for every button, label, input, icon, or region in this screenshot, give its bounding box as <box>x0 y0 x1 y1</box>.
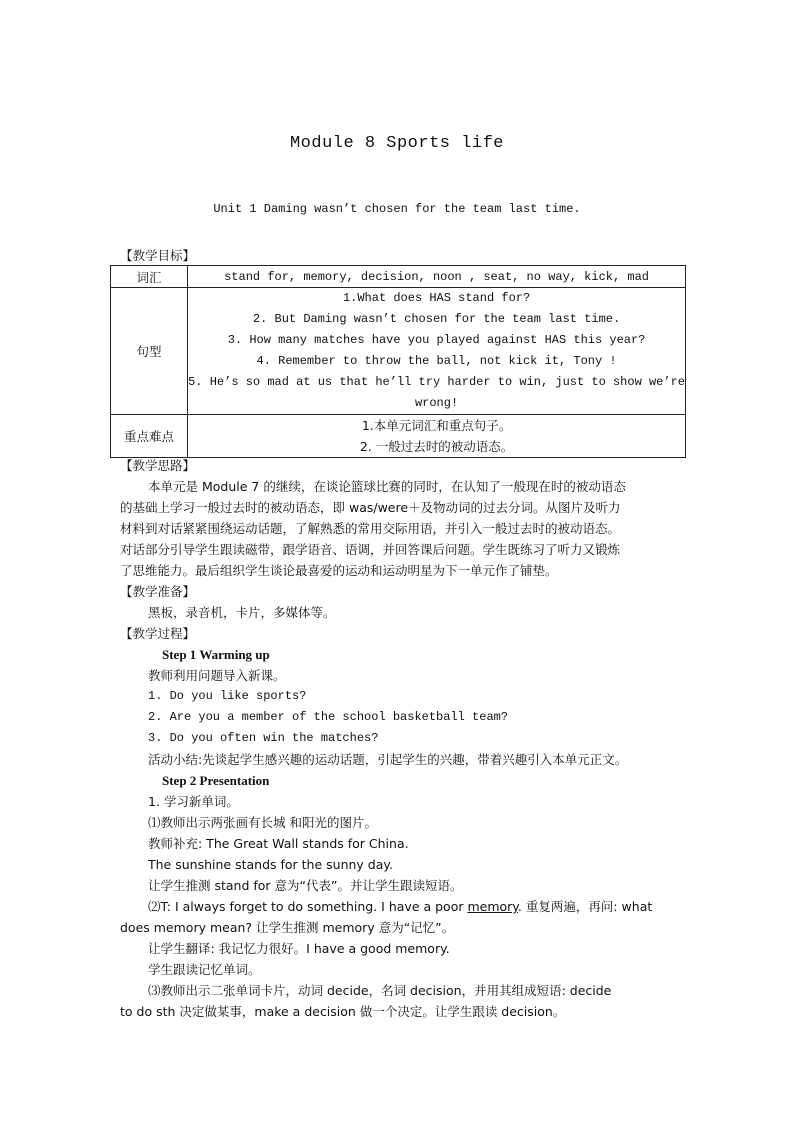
text-span: . 重复两遍，再问: what <box>517 899 653 914</box>
keypoint-item: 2. 一般过去时的被动语态。 <box>359 439 514 454</box>
sentence-cell <box>188 288 686 415</box>
page-title: Module 8 Sports life <box>289 134 505 153</box>
question-item: 3. Do you often win the matches? <box>148 731 379 745</box>
section-heading-process: 【教学过程】 <box>120 626 196 641</box>
paragraph-line: 了思维能力。最后组织学生谈论最喜爱的运动和运动明星为下一单元作了铺垫。 <box>120 563 558 578</box>
paragraph-line: ⑴教师出示两张画有长城 和阳光的图片。 <box>148 815 377 830</box>
paragraph-line: 让学生推测 stand for 意为“代表”。并让学生跟读短语。 <box>148 878 463 893</box>
question-item: 2. Are you a member of the school basketball team? <box>148 710 509 724</box>
sentence-item: 2. But Daming wasn’t chosen for the team last time. <box>252 312 621 326</box>
paragraph-line <box>148 896 708 917</box>
teaching-goals-table <box>110 265 686 458</box>
paragraph-line: 的基础上学习一般过去时的被动语态，即 was/were＋及物动词的过去分词。从图片及听力 <box>120 500 621 515</box>
vocab-label: 词汇 <box>111 266 188 288</box>
table-row <box>111 288 686 415</box>
section-heading-goals: 【教学目标】 <box>120 248 196 263</box>
sentence-label: 句型 <box>111 288 188 415</box>
question-item: 1. Do you like sports? <box>148 689 307 703</box>
keypoint-cell <box>188 415 686 458</box>
vocab-text: stand for, memory, decision, noon , seat, no way, kick, mad <box>188 266 686 288</box>
keypoint-label: 重点难点 <box>111 415 188 458</box>
step-heading: Step 2 Presentation <box>162 773 270 788</box>
paragraph-line: ⑶教师出示二张单词卡片，动词 decide，名词 decision，并用其组成短语: decide <box>148 983 612 998</box>
table-row <box>111 266 686 288</box>
paragraph-line: 1. 学习新单词。 <box>148 794 239 809</box>
sentence-item: 5. He’s so mad at us that he’ll try harder to win, just to show we’re <box>188 375 685 389</box>
sentence-item: 3. How many matches have you played against HAS this year? <box>227 333 646 347</box>
step-heading: Step 1 Warming up <box>162 647 270 662</box>
paragraph-line: 材料到对话紧紧围绕运动话题，了解熟悉的常用交际用语，并引入一般过去时的被动语态。 <box>120 521 621 536</box>
text-span: ⑵T: I always forget to do something. I have a poor <box>148 899 468 914</box>
sentence-item: 4. Remember to throw the ball, not kick it, Tony ! <box>256 354 617 368</box>
paragraph-line: to do sth 决定做某事，make a decision 做一个决定。让学生跟读 decision。 <box>120 1004 566 1019</box>
paragraph-line: 学生跟读记忆单词。 <box>148 962 261 977</box>
table-row <box>111 415 686 458</box>
paragraph-line: 本单元是 Module 7 的继续，在谈论篮球比赛的同时，在认知了一般现在时的被动语态 <box>148 479 626 494</box>
paragraph-line: 教师补充: The Great Wall stands for China. <box>148 836 409 851</box>
paragraph-line: 让学生翻译: 我记忆力很好。I have a good memory. <box>148 941 450 956</box>
sentence-item: wrong! <box>414 396 459 410</box>
paragraph-line: The sunshine stands for the sunny day. <box>148 857 393 872</box>
section-heading-approach: 【教学思路】 <box>120 458 196 473</box>
keypoint-item: 1.本单元词汇和重点句子。 <box>361 418 512 433</box>
paragraph-line: 对话部分引导学生跟读磁带，跟学语音、语调，并回答课后问题。学生既练习了听力又锻炼 <box>120 542 621 557</box>
sentence-item: 1.What does HAS stand for? <box>342 291 531 305</box>
underlined-word: memory <box>467 899 518 914</box>
paragraph-line: 黑板，录音机，卡片，多媒体等。 <box>148 605 336 620</box>
paragraph-line: 教师利用问题导入新课。 <box>148 668 286 683</box>
paragraph-line: does memory mean? 让学生推测 memory 意为“记忆”。 <box>120 920 455 935</box>
paragraph-line: 活动小结:先谈起学生感兴趣的运动话题，引起学生的兴趣，带着兴趣引入本单元正文。 <box>148 752 628 767</box>
unit-subtitle: Unit 1 Daming wasn’t chosen for the team last time. <box>213 202 581 216</box>
section-heading-preparation: 【教学准备】 <box>120 584 196 599</box>
